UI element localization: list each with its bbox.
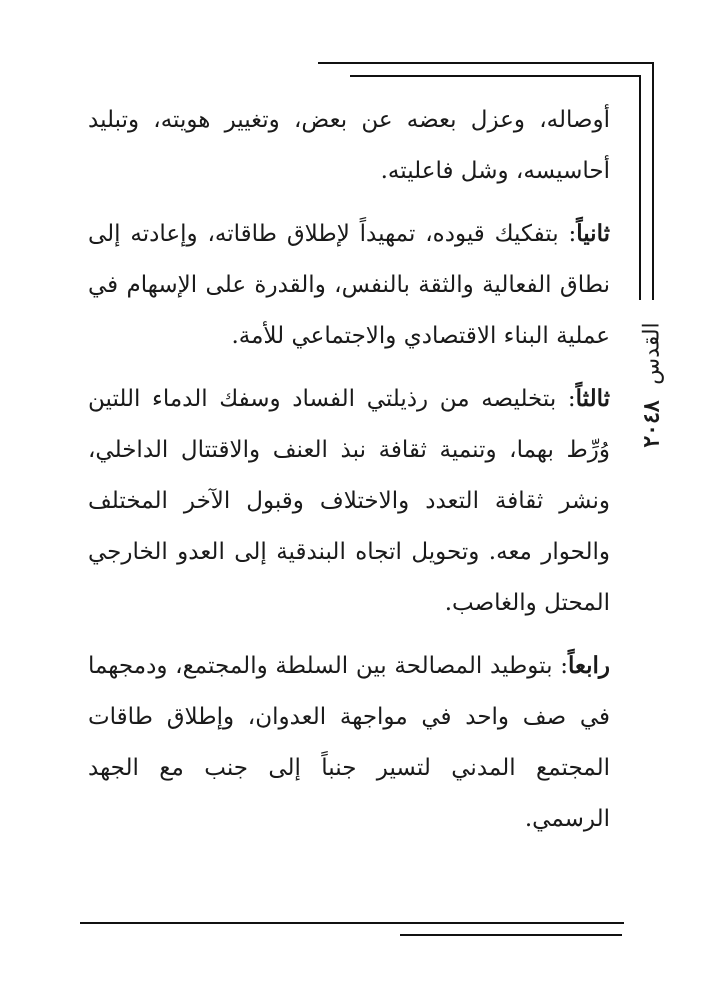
book-title: القدس [640, 322, 666, 385]
paragraph-4 [88, 640, 610, 845]
paragraph-4-lead: رابعاً [567, 652, 610, 679]
running-header [632, 320, 672, 450]
frame-right-line [652, 62, 654, 300]
paragraph-4-text: : بتوطيد المصالحة بين السلطة والمجتمع، ودمجهما في صف واحد في مواجهة العدوان، وإطلاق طاقات المجتمع المدني لتسير جنباً إلى جنب مع الجهد الرسمي. [88, 653, 610, 832]
book-year: ٢٠٤٨ [639, 400, 666, 448]
paragraph-3-lead: ثالثاً [575, 385, 610, 412]
paragraph-2-text: : بتفكيك قيوده، تمهيداً لإطلاق طاقاته، وإعادته إلى نطاق الفعالية والثقة بالنفس، والقدرة على الإسهام في عملية البناء الاقتصادي والاجتماعي للأمة. [88, 221, 610, 349]
paragraph-1 [88, 95, 610, 197]
paragraph-3-text: : بتخليصه من رذيلتي الفساد وسفك الدماء اللتين وُرِّط بهما، وتنمية ثقافة نبذ العنف والاقتتال الداخلي، ونشر ثقافة التعدد والاختلاف وقبول الآخر المختلف والحوار معه. وتحويل اتجاه البندقية إلى العدو الخارجي المحتل والغاصب. [88, 386, 610, 616]
paragraph-2 [88, 208, 610, 362]
frame-bottom-line [80, 922, 624, 924]
frame-right-inner-line [639, 75, 641, 300]
frame-top-inner-line [350, 75, 639, 77]
page-body [88, 95, 610, 856]
paragraph-2-lead: ثانياً [576, 220, 610, 247]
frame-top-line [318, 62, 652, 64]
frame-bottom-inner-line [400, 934, 622, 936]
paragraph-1-text: أوصاله، وعزل بعضه عن بعض، وتغيير هويته، وتبليد أحاسيسه، وشل فاعليته. [88, 107, 610, 184]
paragraph-3 [88, 373, 610, 629]
